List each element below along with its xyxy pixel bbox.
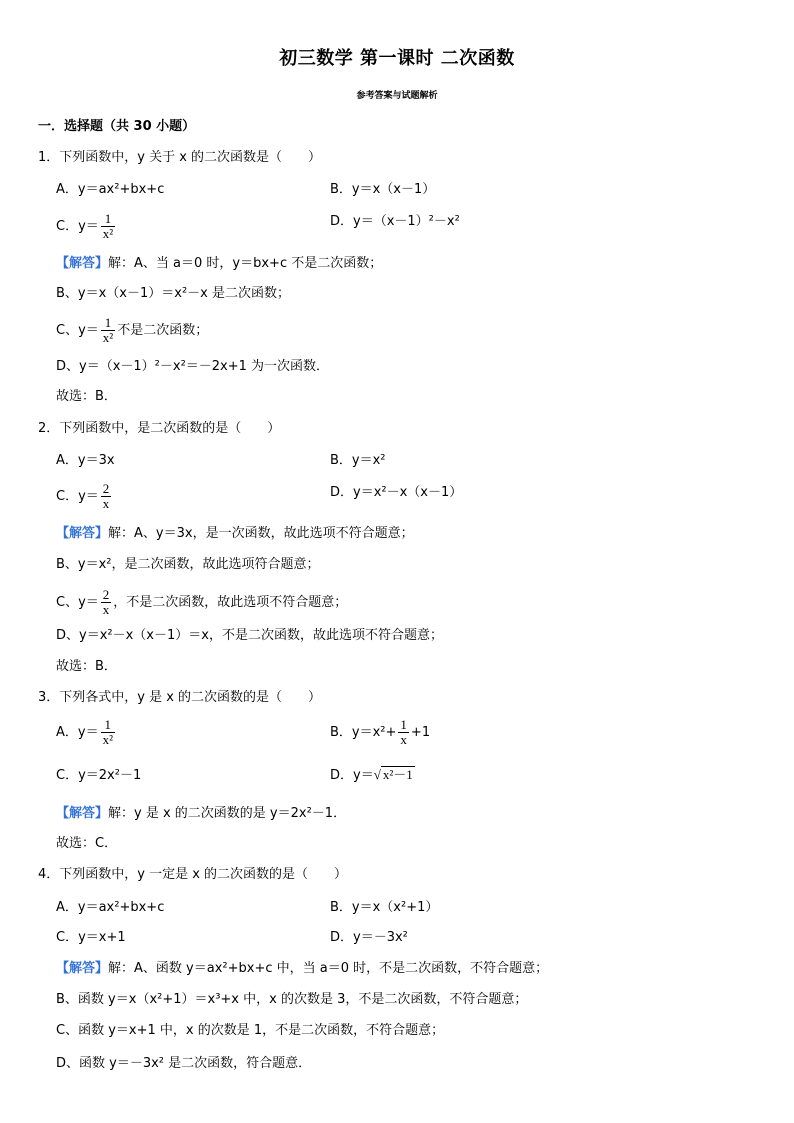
- q1-solution-line-2: B、y＝x（x－1）＝x²－x 是二次函数；: [56, 286, 291, 301]
- q2-stem: 2．下列函数中，是二次函数的是（ ）: [38, 421, 281, 436]
- q2-solution-line-1: [56, 526, 414, 542]
- q1-solution-3-suffix: 不是二次函数；: [117, 323, 209, 338]
- q2-solution-text-1: 解：A、y＝3x，是一次函数，故此选项不符合题意；: [108, 526, 414, 541]
- q2-solution-3-prefix: C、y＝: [56, 595, 99, 610]
- q4-option-b: B．y＝x（x²+1）: [330, 900, 439, 915]
- q3-option-b-suffix: +1: [410, 725, 431, 740]
- q1-solution-line-4: D、y＝（x－1）²－x²＝－2x+1 为一次函数．: [56, 359, 330, 374]
- q4-solution-line-2: B、函数 y＝x（x²+1）＝x³+x 中，x 的次数是 3，不是二次函数，不符合题意；: [56, 992, 528, 1007]
- q2-option-c-prefix: C．y＝: [56, 489, 99, 504]
- fraction-denominator: x²: [102, 330, 114, 345]
- q3-answer: 故选：C．: [56, 836, 118, 851]
- answer-tag: 【解答】: [56, 806, 109, 821]
- q3-option-a-fraction: [101, 718, 115, 747]
- answer-tag: 【解答】: [56, 256, 109, 271]
- q1-solution-line-3: [56, 316, 208, 345]
- q1-option-c: [56, 212, 117, 241]
- q3-option-d-prefix: D．y＝: [330, 768, 374, 783]
- q3-option-a: [56, 718, 117, 747]
- q2-solution-line-4: D、y＝x²－x（x－1）＝x，不是二次函数，故此选项不符合题意；: [56, 628, 443, 643]
- q4-solution-line-1: [56, 961, 548, 977]
- q1-stem: 1．下列函数中，y 关于 x 的二次函数是（ ）: [38, 150, 322, 165]
- radical-sign-icon: √: [373, 767, 381, 782]
- q2-solution-line-2: B、y＝x²，是二次函数，故此选项符合题意；: [56, 557, 320, 572]
- q1-option-d: D．y＝（x－1）²－x²: [330, 214, 460, 229]
- radicand: x²－1: [382, 767, 413, 782]
- fraction-numerator: 1: [101, 212, 115, 227]
- page-subtitle: 参考答案与试题解析: [356, 91, 438, 101]
- q3-solution-text-1: 解：y 是 x 的二次函数的是 y＝2x²－1．: [108, 806, 347, 821]
- q4-option-a: A．y＝ax²+bx+c: [56, 900, 165, 915]
- q1-option-c-prefix: C．y＝: [56, 219, 99, 234]
- q3-option-b: [330, 718, 430, 747]
- q2-solution-3-suffix: ，不是二次函数，故此选项不符合题意；: [113, 595, 348, 610]
- section-heading: 一．选择题（共 30 小题）: [38, 119, 196, 134]
- q1-solution-line-1: [56, 256, 382, 272]
- q2-option-b: B．y＝x²: [330, 453, 386, 468]
- q4-stem: 4．下列函数中，y 一定是 x 的二次函数的是（ ）: [38, 867, 348, 882]
- fraction-numerator: 1: [400, 717, 407, 732]
- q1-solution-3-fraction: [101, 316, 115, 345]
- q1-solution-3-prefix: C、y＝: [56, 323, 99, 338]
- q4-option-d: D．y＝－3x²: [330, 930, 408, 945]
- q2-option-c-fraction: [101, 482, 112, 511]
- q3-option-b-fraction: [398, 718, 409, 747]
- q2-answer: 故选：B．: [56, 659, 117, 674]
- q4-solution-text-1: 解：A、函数 y＝ax²+bx+c 中，当 a＝0 时，不是二次函数，不符合题意；: [108, 961, 549, 976]
- answer-tag: 【解答】: [56, 961, 109, 976]
- q2-option-c: [56, 482, 113, 511]
- q3-option-a-prefix: A．y＝: [56, 725, 99, 740]
- fraction-denominator: x: [102, 602, 110, 617]
- q4-solution-line-4: D、函数 y＝－3x² 是二次函数，符合题意．: [56, 1056, 312, 1071]
- q1-option-b: B．y＝x（x－1）: [330, 182, 436, 197]
- fraction-numerator: 1: [101, 718, 115, 733]
- q4-option-c: C．y＝x+1: [56, 930, 126, 945]
- q3-option-d: [330, 767, 415, 784]
- fraction-numerator: 1: [101, 316, 115, 331]
- fraction-denominator: x²: [102, 732, 113, 747]
- q1-solution-text-1: 解：A、当 a＝0 时，y＝bx+c 不是二次函数；: [108, 256, 383, 271]
- answer-tag: 【解答】: [56, 526, 109, 541]
- q3-option-b-prefix: B．y＝x²+: [330, 725, 397, 740]
- q1-option-a: A．y＝ax²+bx+c: [56, 182, 165, 197]
- fraction-denominator: x: [400, 732, 407, 747]
- q3-stem: 3．下列各式中，y 是 x 的二次函数的是（ ）: [38, 690, 322, 705]
- square-root: [374, 767, 415, 783]
- q1-option-c-fraction: [101, 212, 115, 241]
- fraction-numerator: 2: [102, 587, 110, 602]
- q2-option-a: A．y＝3x: [56, 453, 115, 468]
- q4-solution-line-3: C、函数 y＝x+1 中，x 的次数是 1，不是二次函数，不符合题意；: [56, 1023, 445, 1038]
- page-title: 初三数学 第一课时 二次函数: [279, 48, 515, 69]
- fraction-denominator: x: [102, 496, 110, 511]
- fraction-numerator: 2: [102, 481, 110, 496]
- q3-solution-line-1: [56, 806, 346, 822]
- q2-solution-line-3: [56, 588, 347, 617]
- q3-option-c: C．y＝2x²－1: [56, 768, 142, 783]
- fraction-denominator: x²: [102, 226, 114, 241]
- q2-option-d: D．y＝x²－x（x－1）: [330, 485, 463, 500]
- q2-solution-3-fraction: [101, 588, 112, 617]
- q1-answer: 故选：B．: [56, 389, 117, 404]
